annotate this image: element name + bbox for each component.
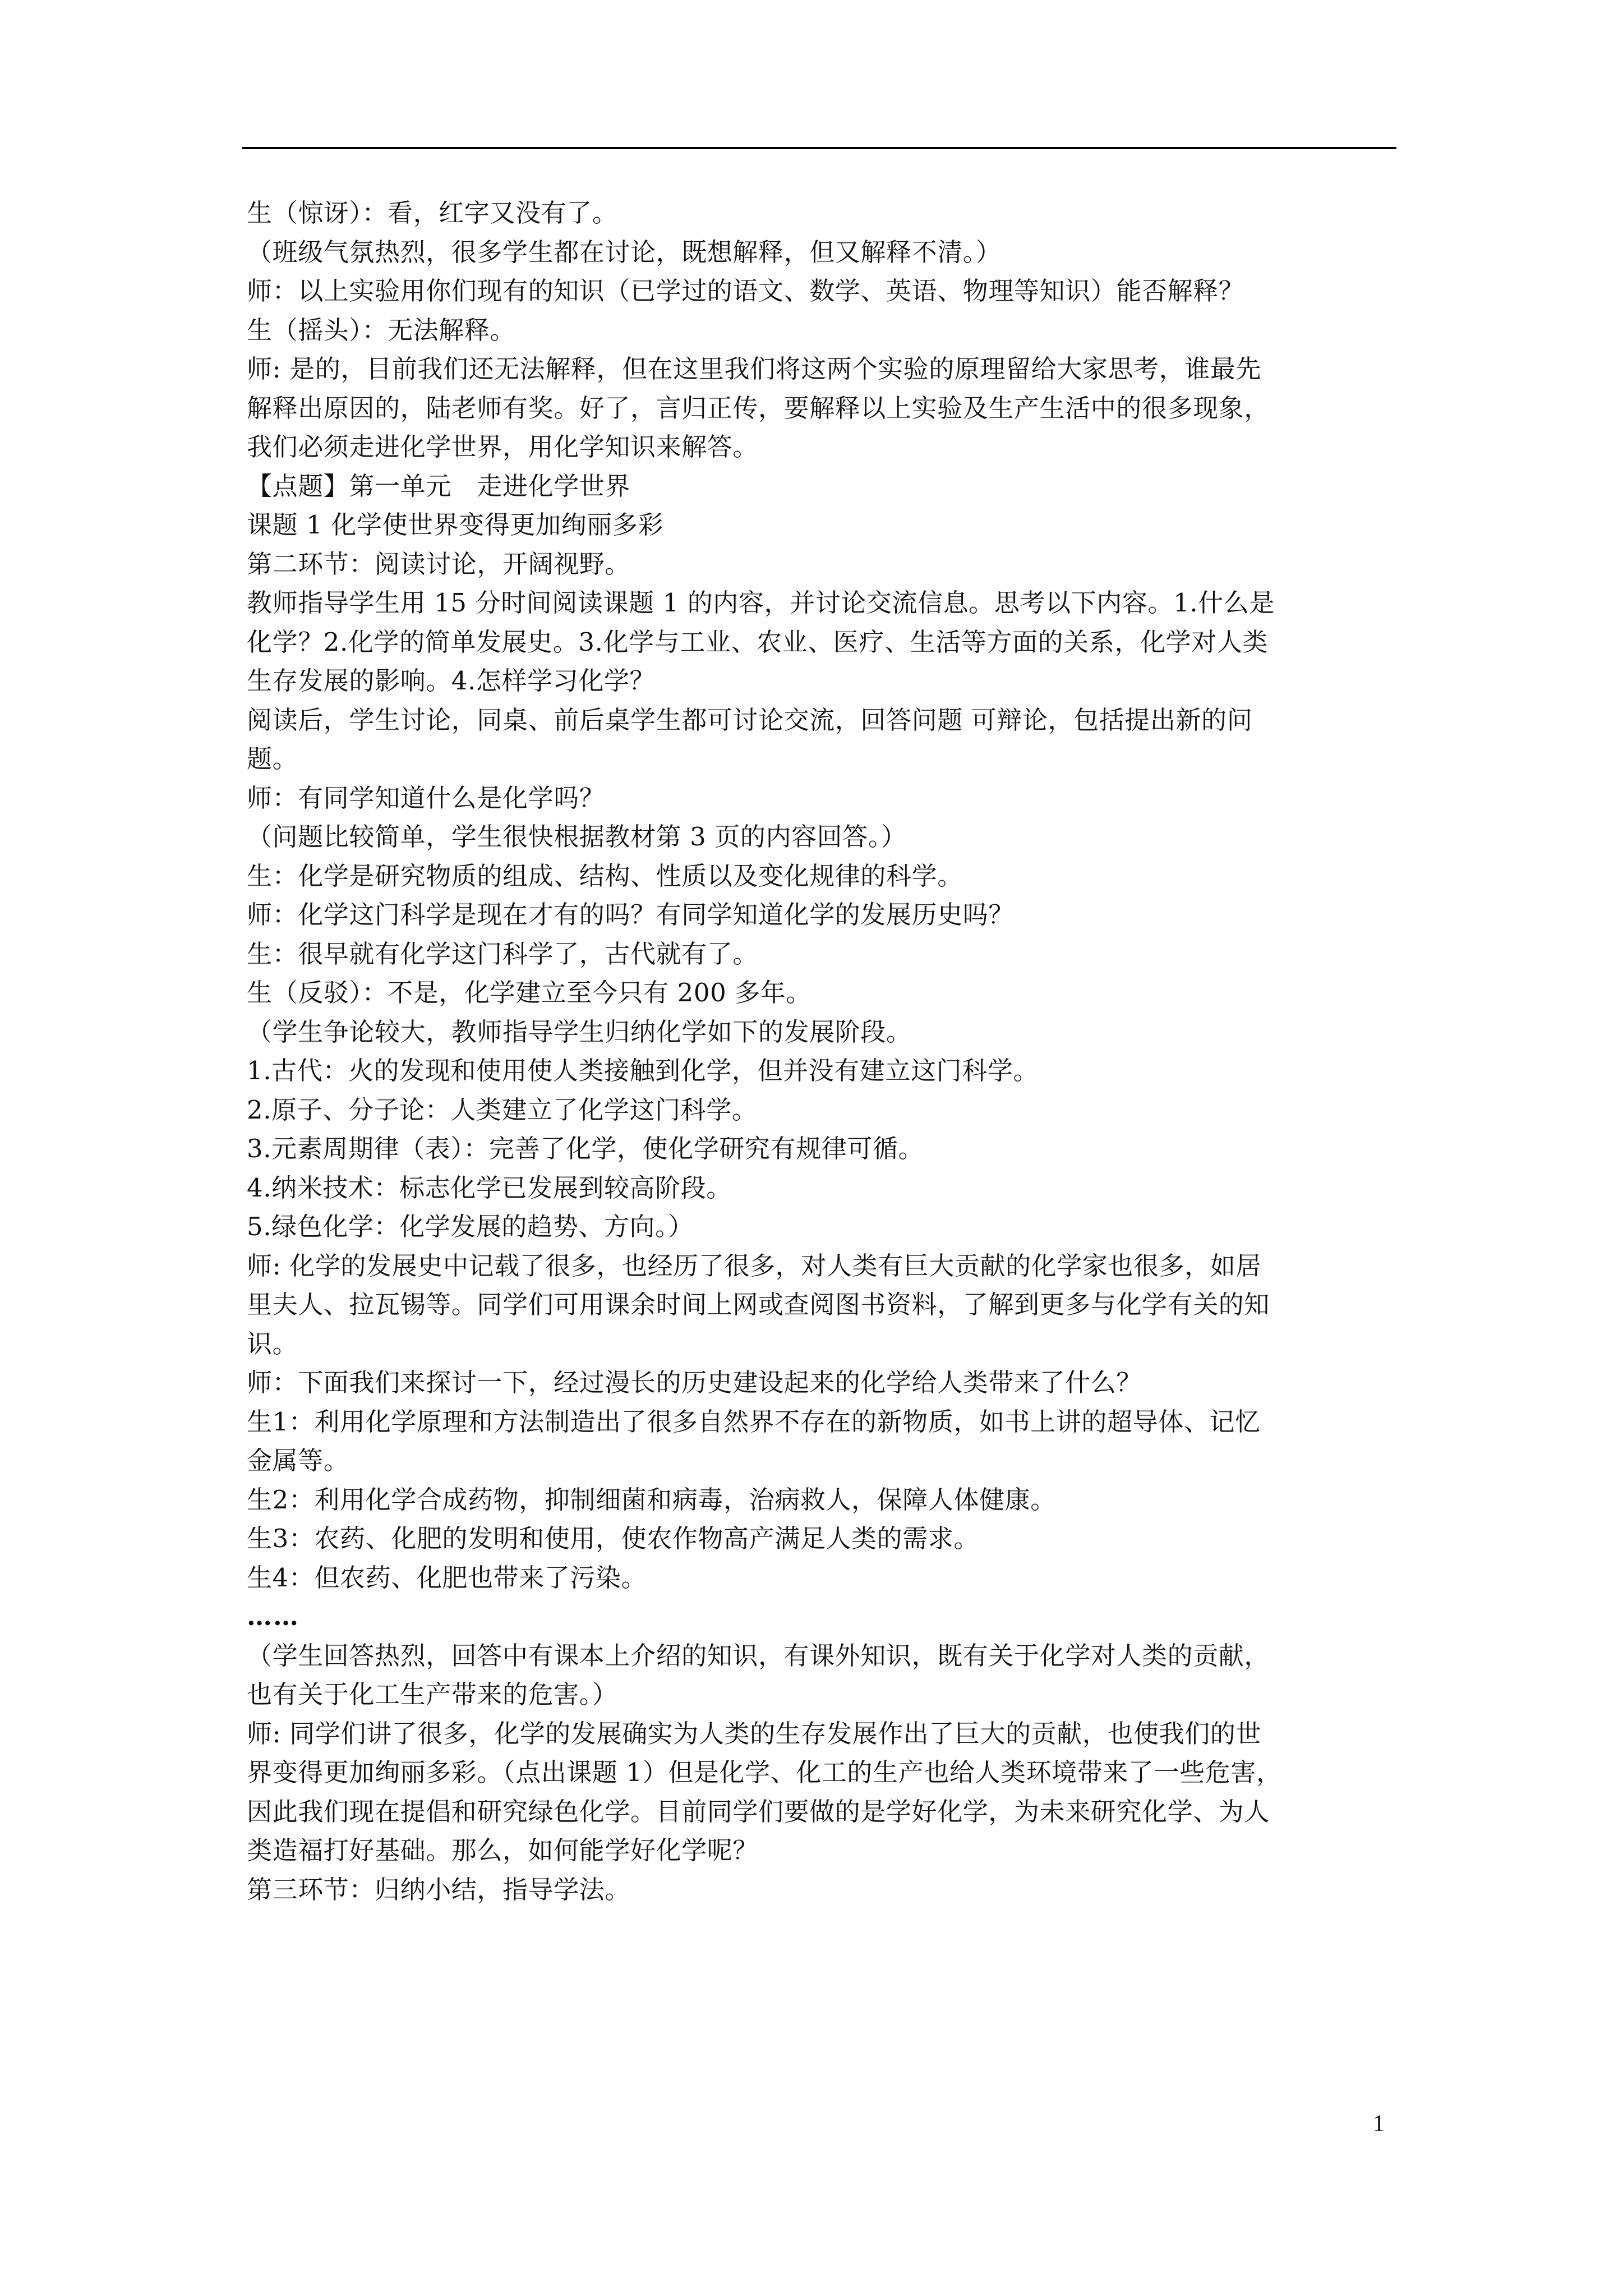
stage-heading: 第三环节：归纳小结，指导学法。	[247, 1874, 631, 1904]
text-line: （学生回答热烈，回答中有课本上介绍的知识，有课外知识，既有关于化学对人类的贡献，	[247, 1640, 1270, 1671]
text-line: 阅读后，学生讨论，同桌、前后桌学生都可讨论交流，回答问题 可辩论，包括提出新的问	[247, 705, 1253, 735]
list-item: 5.绿色化学：化学发展的趋势、方向。）	[247, 1212, 694, 1241]
text-line: 生（反驳）：不是，化学建立至今只有 200 多年。	[247, 978, 812, 1007]
text-line: 教师指导学生用 15 分时间阅读课题 1 的内容，并讨论交流信息。思考以下内容。1.什么是	[247, 588, 1275, 618]
text-line: 师: 同学们讲了很多，化学的发展确实为人类的生存发展作出了巨大的贡献，也使我们的世	[247, 1718, 1262, 1749]
text-line: 生：很早就有化学这门科学了，古代就有了。	[247, 938, 759, 969]
list-item: 4.纳米技术：标志化学已发展到较高阶段。	[247, 1172, 732, 1203]
text-line: 生：化学是研究物质的组成、结构、性质以及变化规律的科学。	[247, 861, 963, 891]
page-number: 1	[1373, 2111, 1385, 2137]
text-line: 师：化学这门科学是现在才有的吗？有同学知道化学的发展历史吗？	[247, 900, 1015, 930]
document-body	[247, 194, 1396, 1909]
stage-heading: 第二环节：阅读讨论，开阔视野。	[247, 549, 631, 579]
text-line: （班级气氛热烈，很多学生都在讨论，既想解释，但又解释不清。）	[247, 237, 1002, 267]
text-line: 题。	[247, 744, 298, 774]
text-line: 界变得更加绚丽多彩。（点出课题 1）但是化学、化工的生产也给人类环境带来了一些危害，	[247, 1757, 1282, 1787]
text-line: （学生争论较大，教师指导学生归纳化学如下的发展阶段。	[247, 1016, 912, 1047]
text-line: 师：有同学知道什么是化学吗？	[247, 783, 605, 813]
text-line: 生3：农药、化肥的发明和使用，使农作物高产满足人类的需求。	[247, 1524, 980, 1553]
text-line: 里夫人、拉瓦锡等。同学们可用课余时间上网或查阅图书资料，了解到更多与化学有关的知	[247, 1290, 1270, 1319]
text-line: 金属等。	[247, 1446, 349, 1475]
text-line: 生（摇头）：无法解释。	[247, 315, 516, 345]
header-rule	[242, 147, 1396, 149]
lesson-title: 课题 1 化学使世界变得更加绚丽多彩	[247, 510, 664, 540]
text-line: 我们必须走进化学世界，用化学知识来解答。	[247, 432, 759, 462]
text-line: 师：下面我们来探讨一下，经过漫长的历史建设起来的化学给人类带来了什么？	[247, 1368, 1142, 1397]
ellipsis: ……	[247, 1602, 299, 1631]
list-item: 1.古代：火的发现和使用使人类接触到化学，但并没有建立这门科学。	[247, 1056, 1039, 1085]
text-line: 也有关于化工生产带来的危害。）	[247, 1680, 618, 1709]
text-line: 化学？2.化学的简单发展史。3.化学与工业、农业、医疗、生活等方面的关系，化学对人类	[247, 627, 1269, 657]
text-line: 解释出原因的，陆老师有奖。好了，言归正传，要解释以上实验及生产生活中的很多现象，	[247, 393, 1270, 423]
text-line: （问题比较简单，学生很快根据教材第 3 页的内容回答。）	[247, 822, 907, 852]
text-line: 生2：利用化学合成药物，抑制细菌和病毒，治病救人，保障人体健康。	[247, 1484, 1056, 1515]
text-line: 师: 化学的发展史中记载了很多，也经历了很多，对人类有巨大贡献的化学家也很多，如居	[247, 1250, 1262, 1281]
text-line: 师：以上实验用你们现有的知识（已学过的语文、数学、英语、物理等知识）能否解释？	[247, 276, 1244, 306]
text-line: 生（惊讶）：看，红字又没有了。	[247, 198, 618, 228]
text-line: 类造福打好基础。那么，如何能学好化学呢？	[247, 1835, 759, 1865]
text-line: 师: 是的，目前我们还无法解释，但在这里我们将这两个实验的原理留给大家思考，谁最先	[247, 354, 1262, 384]
text-line: 因此我们现在提倡和研究绿色化学。目前同学们要做的是学好化学，为未来研究化学、为人	[247, 1796, 1270, 1826]
list-item: 2.原子、分子论：人类建立了化学这门科学。	[247, 1094, 758, 1125]
text-line: 生4：但农药、化肥也带来了污染。	[247, 1562, 647, 1593]
section-heading: 【点题】第一单元 走进化学世界	[247, 471, 631, 501]
text-line: 生存发展的影响。4.怎样学习化学？	[247, 666, 656, 696]
text-line: 生1：利用化学原理和方法制造出了很多自然界不存在的新物质，如书上讲的超导体、记忆	[247, 1406, 1261, 1437]
text-line: 识。	[247, 1328, 298, 1359]
list-item: 3.元素周期律（表）：完善了化学，使化学研究有规律可循。	[247, 1134, 924, 1163]
